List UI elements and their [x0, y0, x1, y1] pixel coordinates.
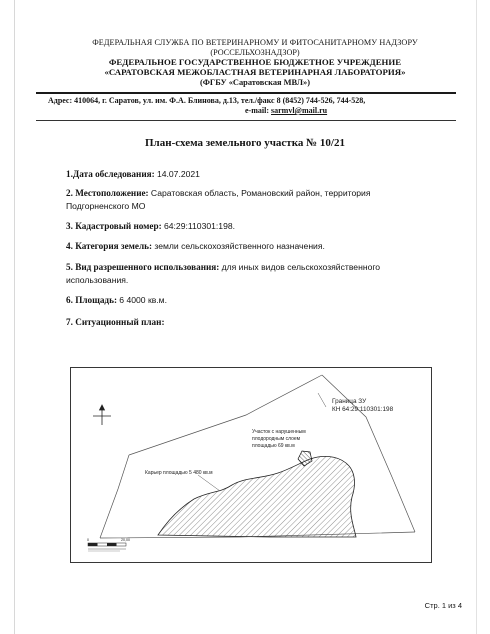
scale-max: 20,00 [121, 538, 130, 542]
email-link[interactable]: sarmvl@mail.ru [271, 106, 328, 115]
boundary-label-1: Граница ЗУ [332, 398, 367, 405]
category-label: 4. Категория земель: [66, 241, 153, 251]
scan-edge-left [14, 0, 15, 634]
location-label: 2. Местоположение: [66, 188, 149, 198]
plan-label: 7. Ситуационный план: [66, 317, 165, 327]
item-situational-plan [66, 316, 436, 329]
header-email [245, 106, 327, 115]
map-svg [70, 367, 432, 563]
use-label: 5. Вид разрешенного использования: [66, 262, 220, 272]
disturbed-label-1: Участок с нарушенным [252, 429, 306, 435]
scale-zero: 0 [87, 538, 89, 542]
date-value: 14.07.2021 [156, 169, 200, 179]
quarry-label: Карьер площадью 5 480 кв.м [145, 470, 213, 476]
cadastral-label: 3. Кадастровый номер: [66, 221, 162, 231]
date-label: 1.Дата обследования: [66, 169, 155, 179]
header-institution-abbr: (ФГБУ «Саратовская МВЛ») [199, 78, 311, 87]
area-label: 6. Площадь: [66, 295, 117, 305]
header-institution-name: «САРАТОВСКАЯ МЕЖОБЛАСТНАЯ ВЕТЕРИНАРНАЯ ЛАБОРАТОРИЯ» [104, 67, 406, 77]
page-number: Стр. 1 из 4 [424, 601, 462, 610]
disturbed-label-2: плодородным слоем [252, 436, 301, 442]
scan-edge-right [476, 0, 477, 634]
use-value: для иных видов сельскохозяйственного использования. [66, 262, 381, 285]
address-divider [36, 120, 456, 121]
category-value: земли сельскохозяйственного назначения. [154, 241, 325, 251]
header-divider [36, 92, 456, 94]
area-value: 6 4000 кв.м. [119, 295, 167, 305]
item-category [66, 240, 436, 253]
header-institution-type: ФЕДЕРАЛЬНОЕ ГОСУДАРСТВЕННОЕ БЮДЖЕТНОЕ УЧРЕЖДЕНИЕ [108, 57, 402, 67]
item-location [66, 187, 436, 212]
item-cadastral [66, 220, 436, 233]
item-permitted-use [66, 261, 436, 286]
document-title: План-схема земельного участка № 10/21 [145, 137, 345, 149]
boundary-label-2: КН 64:29:110301:198 [332, 406, 394, 413]
cadastral-value: 64:29:110301:198. [163, 221, 236, 231]
disturbed-label-3: площадью 69 кв.м [252, 443, 295, 449]
item-date [66, 168, 436, 181]
header-agency-abbr: (РОССЕЛЬХОЗНАДЗОР) [210, 48, 300, 57]
email-label: e-mail: [245, 106, 269, 115]
header-agency: ФЕДЕРАЛЬНАЯ СЛУЖБА ПО ВЕТЕРИНАРНОМУ И ФИТОСАНИТАРНОМУ НАДЗОРУ [92, 38, 418, 47]
location-value: Саратовская область, Романовский район, территория Подгорненского МО [66, 188, 371, 211]
item-area [66, 294, 436, 307]
header-address: Адрес: 410064, г. Саратов, ул. им. Ф.А. Блинова, д.13, тел./факс 8 (8452) 744-526, 744-528, [48, 96, 366, 105]
situational-plan-map [70, 367, 432, 563]
